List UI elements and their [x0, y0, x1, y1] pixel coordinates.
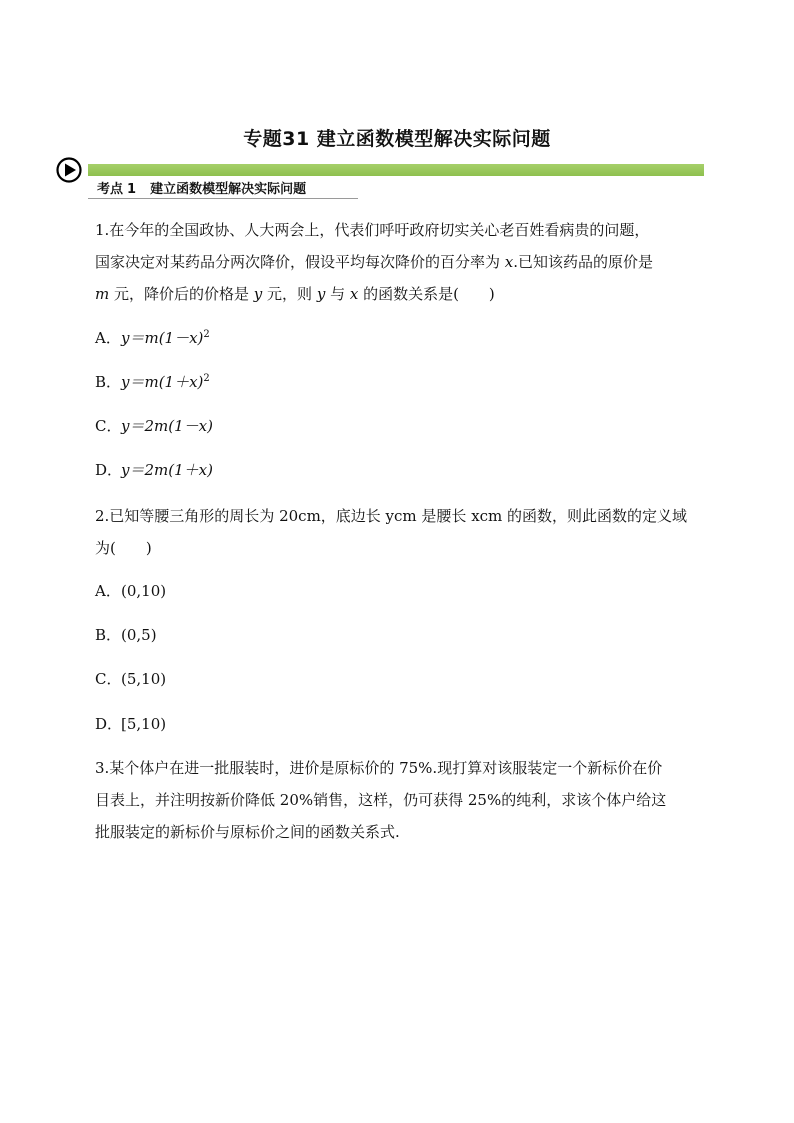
question-1-option-b: B．$y=m(1+x)^2$ [95, 373, 210, 391]
question-2-line-2: 为( ) [95, 539, 152, 557]
question-3-line-3: 批服装定的新标价与原标价之间的函数关系式. [95, 823, 400, 841]
question-2-option-a: A．(0,10) [95, 582, 167, 600]
question-1-line-3: m 元，降价后的价格是 y 元，则 y 与 x 的函数关系是( ) [95, 285, 495, 303]
question-3-line-2: 目表上，并注明按新价降低 20%销售，这样，仍可获得 25%的纯利，求该个体户给这 [95, 791, 667, 809]
question-1-option-d: D．y＝2m(1＋x) [95, 461, 213, 479]
question-2-option-b: B．(0,5) [95, 626, 157, 644]
question-3-line-1: 3.某个体户在进一批服装时，进价是原标价的 75%.现打算对该服装定一个新标价在价 [95, 759, 663, 777]
question-1-option-c: C．y＝2m(1－x) [95, 417, 213, 435]
question-1-line-2: 国家决定对某药品分两次降价，假设平均每次降价的百分率为 x.已知该药品的原价是 [95, 253, 654, 271]
section-underline [88, 198, 358, 199]
question-1-line-1: 1.在今年的全国政协、人大两会上，代表们呼吁政府切实关心老百姓看病贵的问题， [95, 221, 650, 239]
question-2-option-d: D．[5,10) [95, 715, 167, 733]
question-3 [95, 752, 707, 848]
question-2-option-c: C．(5,10) [95, 670, 167, 688]
section-number: 1 [127, 182, 137, 197]
section-title: 建立函数模型解决实际问题 [150, 182, 307, 197]
page-title: 专题31 建立函数模型解决实际问题 [243, 128, 551, 150]
question-2-line-1: 2.已知等腰三角形的周长为 20cm，底边长 ycm 是腰长 xcm 的函数，则此函数的定义域 [95, 507, 688, 525]
section-label [97, 178, 306, 197]
question-2 [95, 500, 707, 564]
play-arrow-icon [56, 157, 82, 183]
question-1-option-a: A．$y=m(1-x)^2$ [95, 329, 210, 347]
section-prefix: 考点 [97, 182, 124, 197]
section-header-bar [88, 164, 704, 176]
question-1 [95, 214, 707, 310]
